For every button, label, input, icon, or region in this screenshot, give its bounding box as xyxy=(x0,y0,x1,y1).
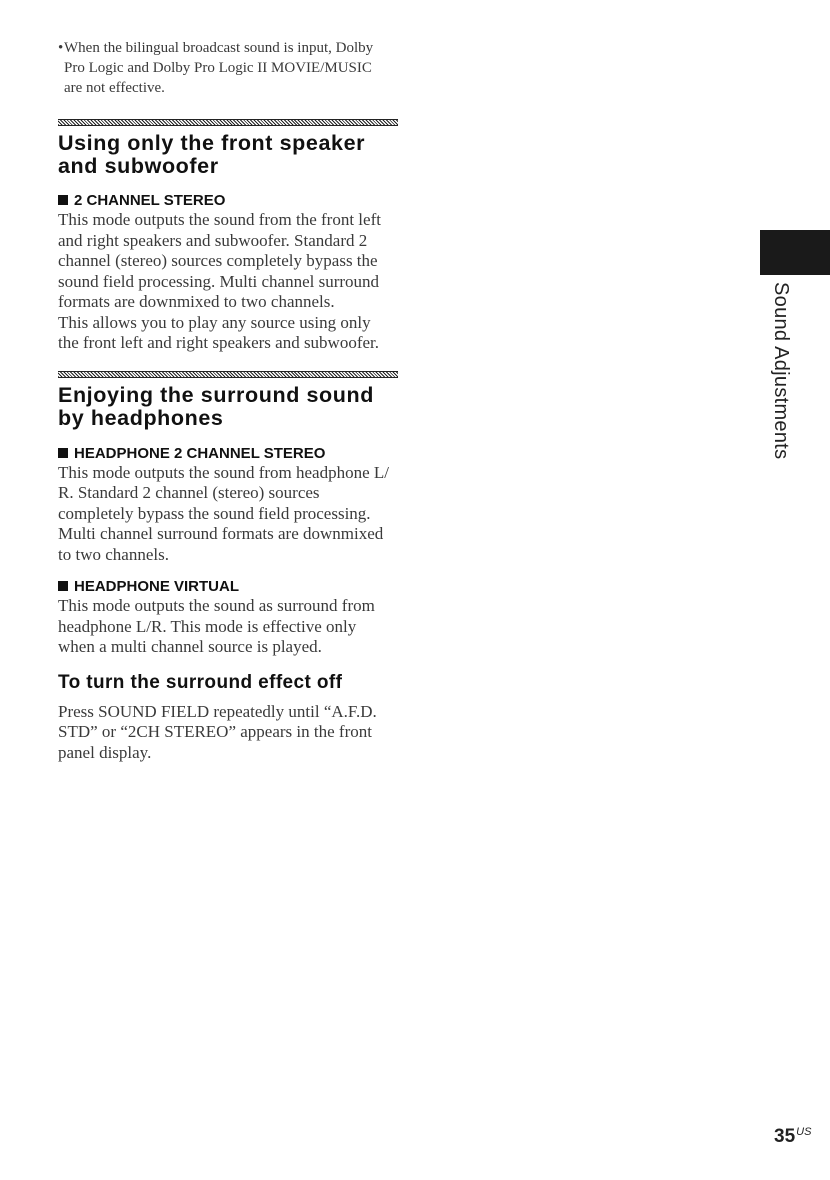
page-column xyxy=(58,38,398,763)
note-line: When the bilingual broadcast sound is input, Dolby xyxy=(64,40,374,56)
square-bullet-icon xyxy=(58,195,68,205)
page-region: US xyxy=(796,1126,812,1138)
subsection-heading: HEADPHONE 2 CHANNEL STEREO xyxy=(58,445,398,463)
body-text: This mode outputs the sound from the front left and right speakers and subwoofer. Standard 2 channel (stereo) sources completely bypass the sound field processing. Multi channel surround formats are downmixed to two channels. This allows you to play any source using only the front left and right speakers and subwoofer. xyxy=(58,210,381,352)
body-text: This mode outputs the sound from headphone L/ R. Standard 2 channel (stereo) sources completely bypass the sound field processing. Multi channel surround formats are downmixed to two channels. xyxy=(58,462,389,564)
square-bullet-icon xyxy=(58,448,68,458)
note-line: Pro Logic and Dolby Pro Logic II MOVIE/MUSIC xyxy=(64,60,372,76)
subsection-heading: 2 CHANNEL STEREO xyxy=(58,192,398,210)
note-line: are not effective. xyxy=(64,80,165,96)
subsection-turn-off xyxy=(58,672,398,764)
subsection-heading: HEADPHONE VIRTUAL xyxy=(58,578,398,596)
body-text: This mode outputs the sound as surround from headphone L/R. This mode is effective only when a multi channel source is played. xyxy=(58,596,375,656)
chapter-side-label xyxy=(770,282,806,460)
subsection-2ch-stereo xyxy=(58,192,398,354)
bullet-note xyxy=(58,38,398,98)
subsection-headphone-virtual xyxy=(58,578,398,658)
section-divider xyxy=(58,371,398,378)
subsection-headphone-2ch-stereo xyxy=(58,445,398,566)
section-divider xyxy=(58,119,398,126)
page-number-value: 35 xyxy=(774,1126,796,1147)
square-bullet-icon xyxy=(58,581,68,591)
body-text: Press SOUND FIELD repeatedly until “A.F.D. STD” or “2CH STEREO” appears in the front panel display. xyxy=(58,701,377,762)
chapter-tab-marker xyxy=(760,230,830,275)
chapter-side-label-text: Sound Adjustments xyxy=(770,282,792,460)
bullet-mark: • xyxy=(58,40,64,56)
page-number xyxy=(774,1126,811,1148)
section-title-front-speaker: Using only the front speaker and subwoofer xyxy=(58,131,366,178)
section-title-headphones: Enjoying the surround sound by headphones xyxy=(58,382,374,430)
subsection-title-turn-off: To turn the surround effect off xyxy=(58,671,343,693)
